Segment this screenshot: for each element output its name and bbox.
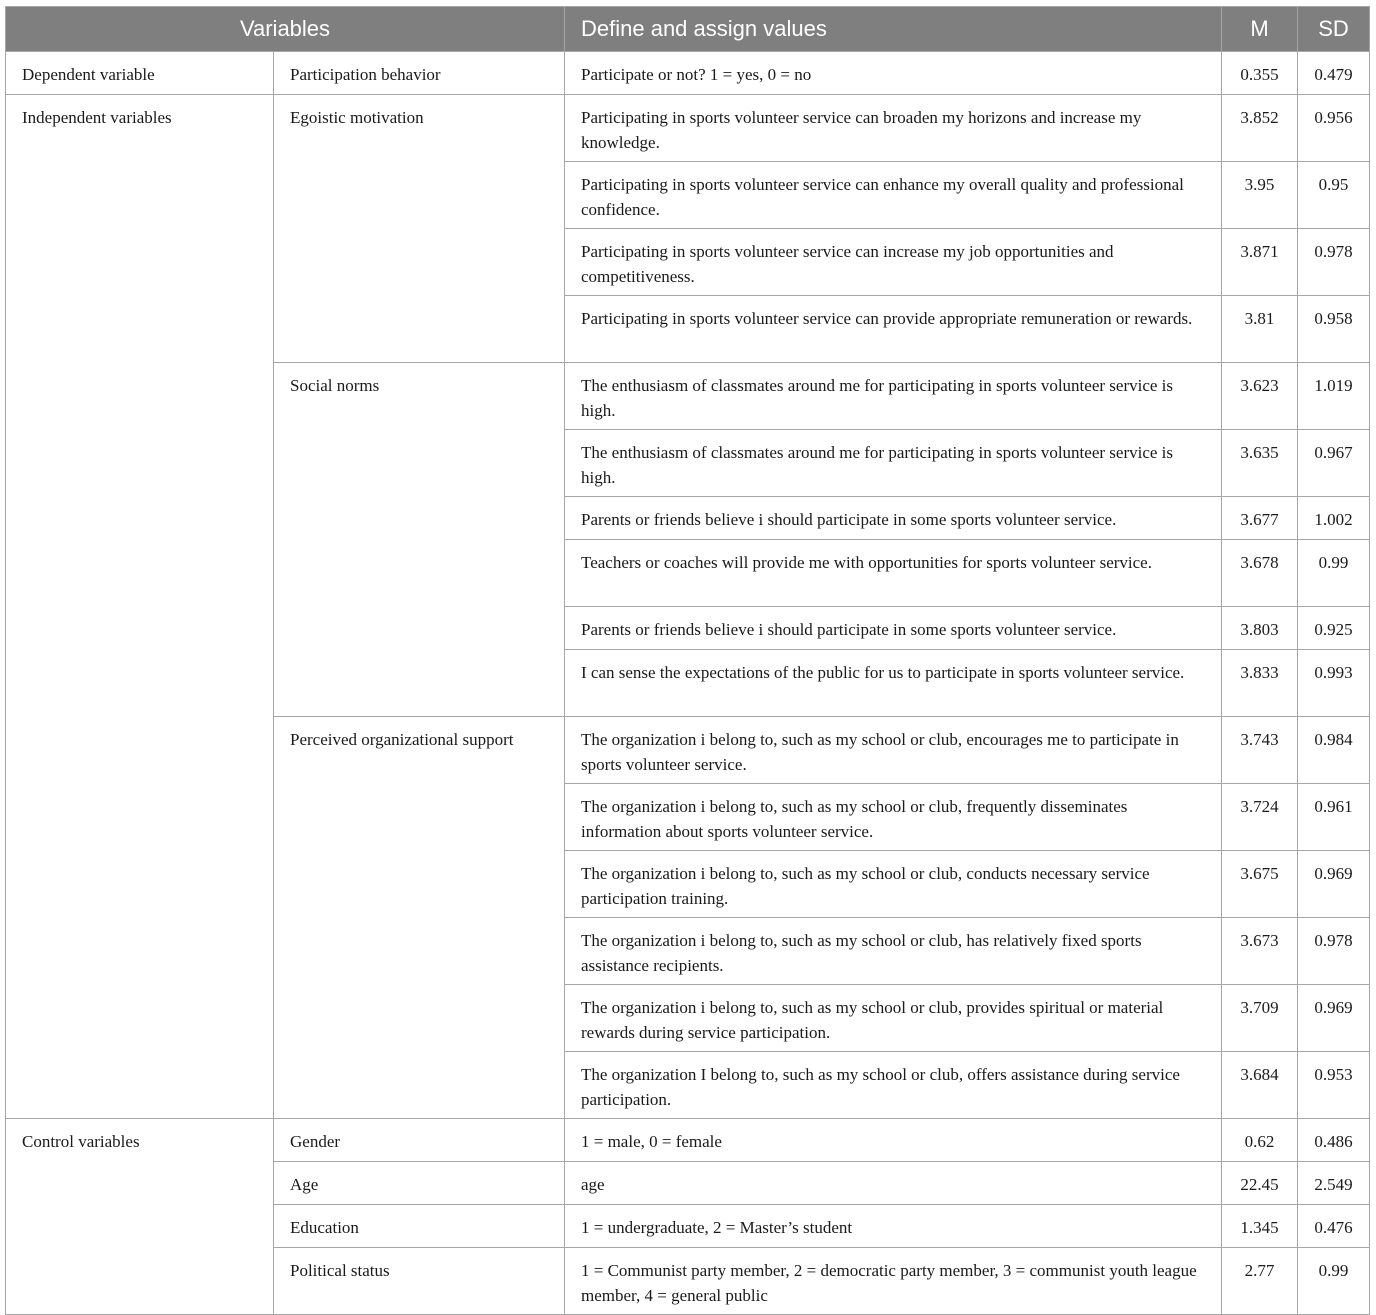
m-cell: 0.355 <box>1222 52 1298 95</box>
header-sd: SD <box>1298 7 1370 52</box>
header-define: Define and assign values <box>565 7 1222 52</box>
define-cell: Participating in sports volunteer service can provide appropriate remuneration or rewards. <box>565 296 1222 363</box>
m-cell: 3.833 <box>1222 650 1298 717</box>
sd-cell: 0.993 <box>1298 650 1370 717</box>
define-cell: The enthusiasm of classmates around me for participating in sports volunteer service is high. <box>565 430 1222 497</box>
m-cell: 3.678 <box>1222 540 1298 607</box>
m-cell: 3.684 <box>1222 1052 1298 1119</box>
subgroup-cell: Social norms <box>274 363 565 717</box>
m-cell: 3.724 <box>1222 784 1298 851</box>
sd-cell: 0.479 <box>1298 52 1370 95</box>
m-cell: 3.743 <box>1222 717 1298 784</box>
sd-cell: 0.953 <box>1298 1052 1370 1119</box>
sd-cell: 0.925 <box>1298 607 1370 650</box>
group-cell: Control variables <box>6 1119 274 1315</box>
header-row <box>6 7 1370 52</box>
sd-cell: 1.019 <box>1298 363 1370 430</box>
m-cell: 3.673 <box>1222 918 1298 985</box>
subgroup-cell: Participation behavior <box>274 52 565 95</box>
define-cell: Participate or not? 1 = yes, 0 = no <box>565 52 1222 95</box>
sd-cell: 0.967 <box>1298 430 1370 497</box>
m-cell: 0.62 <box>1222 1119 1298 1162</box>
sd-cell: 0.958 <box>1298 296 1370 363</box>
define-cell: The organization i belong to, such as my school or club, conducts necessary service participation training. <box>565 851 1222 918</box>
sd-cell: 1.002 <box>1298 497 1370 540</box>
m-cell: 3.852 <box>1222 95 1298 162</box>
sd-cell: 0.95 <box>1298 162 1370 229</box>
define-cell: 1 = male, 0 = female <box>565 1119 1222 1162</box>
define-cell: age <box>565 1162 1222 1205</box>
subgroup-cell: Egoistic motivation <box>274 95 565 363</box>
sd-cell: 0.969 <box>1298 985 1370 1052</box>
define-cell: The organization i belong to, such as my school or club, frequently disseminates information about sports volunteer service. <box>565 784 1222 851</box>
m-cell: 3.677 <box>1222 497 1298 540</box>
define-cell: The organization i belong to, such as my school or club, provides spiritual or material rewards during service participation. <box>565 985 1222 1052</box>
m-cell: 1.345 <box>1222 1205 1298 1248</box>
define-cell: The organization i belong to, such as my school or club, has relatively fixed sports assistance recipients. <box>565 918 1222 985</box>
header-variables: Variables <box>6 7 565 52</box>
m-cell: 3.95 <box>1222 162 1298 229</box>
m-cell: 3.709 <box>1222 985 1298 1052</box>
define-cell: Parents or friends believe i should participate in some sports volunteer service. <box>565 497 1222 540</box>
subgroup-cell: Education <box>274 1205 565 1248</box>
group-cell: Dependent variable <box>6 52 274 95</box>
define-cell: Teachers or coaches will provide me with opportunities for sports volunteer service. <box>565 540 1222 607</box>
sd-cell: 0.978 <box>1298 229 1370 296</box>
define-cell: The enthusiasm of classmates around me for participating in sports volunteer service is high. <box>565 363 1222 430</box>
sd-cell: 0.476 <box>1298 1205 1370 1248</box>
table-row <box>6 52 1370 95</box>
header-m: M <box>1222 7 1298 52</box>
define-cell: Participating in sports volunteer service can increase my job opportunities and competitiveness. <box>565 229 1222 296</box>
sd-cell: 0.99 <box>1298 1248 1370 1315</box>
sd-cell: 0.978 <box>1298 918 1370 985</box>
sd-cell: 0.969 <box>1298 851 1370 918</box>
define-cell: 1 = Communist party member, 2 = democratic party member, 3 = communist youth league member, 4 = general public <box>565 1248 1222 1315</box>
m-cell: 3.871 <box>1222 229 1298 296</box>
m-cell: 2.77 <box>1222 1248 1298 1315</box>
m-cell: 3.81 <box>1222 296 1298 363</box>
sd-cell: 0.486 <box>1298 1119 1370 1162</box>
table-row <box>6 95 1370 162</box>
sd-cell: 0.956 <box>1298 95 1370 162</box>
define-cell: Parents or friends believe i should participate in some sports volunteer service. <box>565 607 1222 650</box>
table-row <box>6 1119 1370 1162</box>
define-cell: Participating in sports volunteer service can broaden my horizons and increase my knowledge. <box>565 95 1222 162</box>
m-cell: 3.803 <box>1222 607 1298 650</box>
m-cell: 3.675 <box>1222 851 1298 918</box>
define-cell: 1 = undergraduate, 2 = Master’s student <box>565 1205 1222 1248</box>
m-cell: 3.635 <box>1222 430 1298 497</box>
sd-cell: 0.984 <box>1298 717 1370 784</box>
m-cell: 3.623 <box>1222 363 1298 430</box>
subgroup-cell: Perceived organizational support <box>274 717 565 1119</box>
sd-cell: 2.549 <box>1298 1162 1370 1205</box>
variables-table <box>5 6 1370 1315</box>
sd-cell: 0.99 <box>1298 540 1370 607</box>
subgroup-cell: Gender <box>274 1119 565 1162</box>
define-cell: I can sense the expectations of the public for us to participate in sports volunteer service. <box>565 650 1222 717</box>
define-cell: The organization I belong to, such as my school or club, offers assistance during service participation. <box>565 1052 1222 1119</box>
define-cell: Participating in sports volunteer service can enhance my overall quality and professional confidence. <box>565 162 1222 229</box>
define-cell: The organization i belong to, such as my school or club, encourages me to participate in sports volunteer service. <box>565 717 1222 784</box>
group-cell: Independent variables <box>6 95 274 1119</box>
subgroup-cell: Age <box>274 1162 565 1205</box>
sd-cell: 0.961 <box>1298 784 1370 851</box>
subgroup-cell: Political status <box>274 1248 565 1315</box>
m-cell: 22.45 <box>1222 1162 1298 1205</box>
